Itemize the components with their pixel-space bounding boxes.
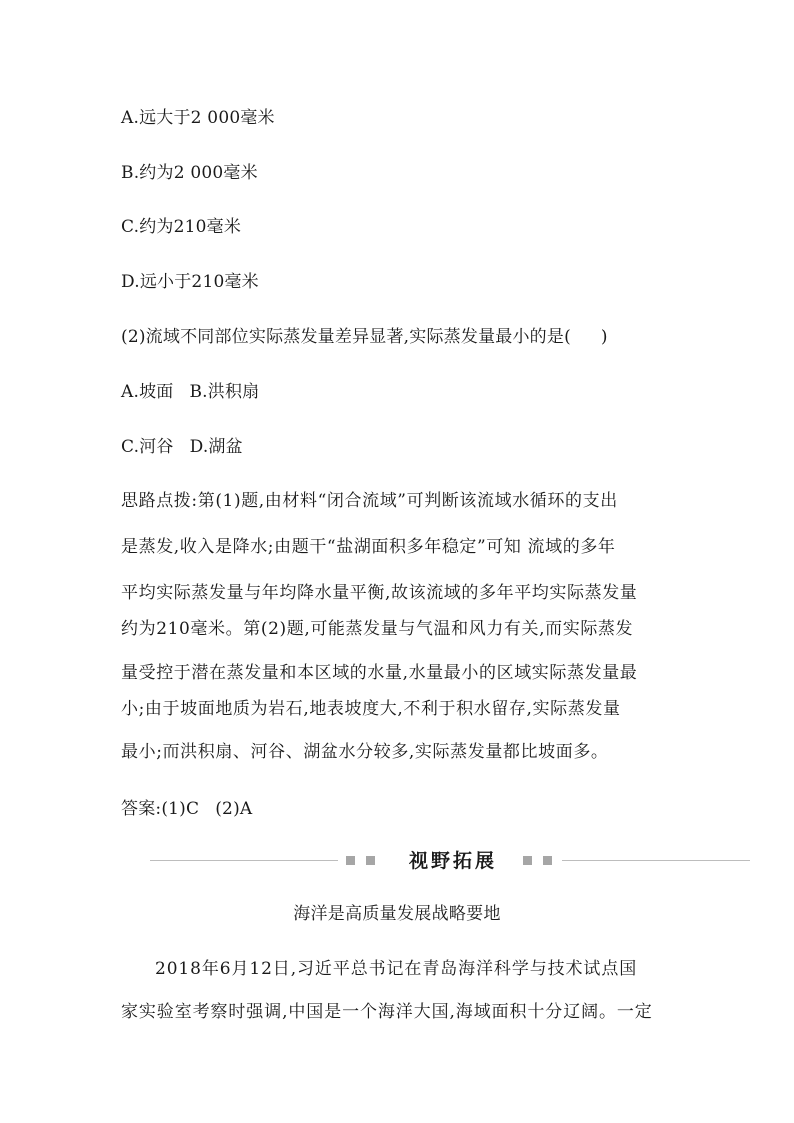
decor-square (543, 856, 552, 865)
article-line: 2018年6月12日,习近平总书记在青岛海洋科学与技术试点国 (155, 959, 638, 979)
hint-line: 是蒸发,收入是降水;由题干“盐湖面积多年稳定”可知 流域的多年 (121, 537, 616, 557)
decor-square (366, 856, 375, 865)
q2-stem-text: (2)流域不同部位实际蒸发量差异显著,实际蒸发量最小的是( (121, 327, 571, 347)
article-line: 家实验室考察时强调,中国是一个海洋大国,海域面积十分辽阔。一定 (121, 1002, 653, 1022)
q2-options-row-1 (121, 380, 259, 404)
hint-line: 约为210毫米。第(2)题,可能蒸发量与气温和风力有关,而实际蒸发 (121, 619, 634, 639)
answer-line (121, 797, 252, 821)
q2-option-d: D.湖盆 (189, 437, 243, 457)
q1-option-a: A.远大于2 000毫米 (121, 108, 275, 128)
divider-right (562, 860, 750, 861)
q2-options-row-2 (121, 435, 243, 459)
q1-option-d: D.远小于210毫米 (121, 272, 259, 292)
article-title: 海洋是高质量发展战略要地 (293, 904, 501, 924)
answer-part-1: 答案:(1)C (121, 799, 200, 819)
q2-option-a: A.坡面 (121, 382, 174, 402)
q2-stem (121, 325, 608, 349)
q2-option-c: C.河谷 (121, 437, 174, 457)
answer-part-2: (2)A (215, 799, 253, 819)
q1-option-b: B.约为2 000毫米 (121, 163, 258, 183)
q2-option-b: B.洪积扇 (189, 382, 260, 402)
hint-line: 小;由于坡面地质为岩石,地表坡度大,不利于积水留存,实际蒸发量 (121, 699, 621, 719)
hint-line: 量受控于潜在蒸发量和本区域的水量,水量最小的区域实际蒸发量最 (121, 663, 638, 683)
decor-square (523, 856, 532, 865)
hint-line: 最小;而洪积扇、河谷、湖盆水分较多,实际蒸发量都比坡面多。 (121, 742, 609, 762)
q2-stem-close: ) (600, 327, 608, 347)
divider-left (150, 860, 338, 861)
section-header (150, 846, 750, 876)
hint-line: 思路点拨:第(1)题,由材料“闭合流域”可判断该流域水循环的支出 (121, 491, 618, 511)
hint-line: 平均实际蒸发量与年均降水量平衡,故该流域的多年平均实际蒸发量 (121, 583, 638, 603)
decor-square (346, 856, 355, 865)
section-title: 视野拓展 (408, 850, 497, 872)
q1-option-c: C.约为210毫米 (121, 217, 242, 237)
